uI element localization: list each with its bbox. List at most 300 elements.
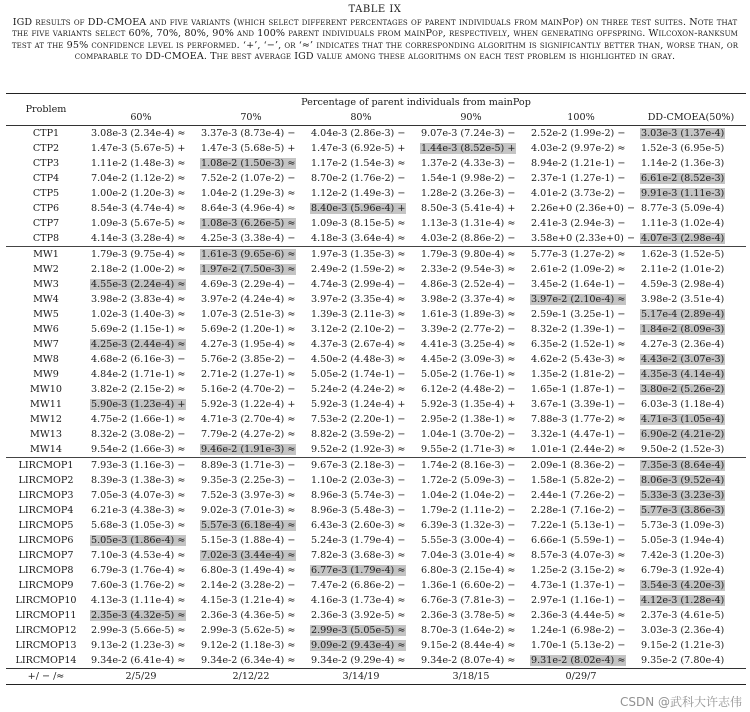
igd-value: 2.37e-1 (1.27e-1) − — [531, 173, 626, 184]
table-row — [6, 548, 746, 563]
table-row — [6, 262, 746, 277]
igd-value: 6.79e-3 (1.92e-4) — [641, 565, 725, 576]
result-cell — [196, 503, 306, 518]
igd-value: 2.59e-1 (3.25e-1) − — [531, 309, 626, 320]
igd-value: 8.70e-2 (1.76e-2) − — [311, 173, 406, 184]
table-row — [6, 473, 746, 488]
result-cell — [86, 518, 196, 533]
best-value: 7.35e-3 (8.64e-4) — [641, 460, 725, 471]
result-cell — [86, 126, 196, 142]
igd-value: 1.09e-3 (5.67e-5) ≈ — [91, 218, 186, 229]
igd-value: 1.28e-2 (3.26e-3) − — [421, 188, 516, 199]
igd-value: 3.82e-2 (2.15e-2) ≈ — [91, 384, 186, 395]
result-cell — [526, 473, 636, 488]
result-cell — [526, 563, 636, 578]
igd-value: 5.24e-2 (4.24e-2) ≈ — [311, 384, 406, 395]
best-value: 2.99e-3 (5.05e-5) ≈ — [311, 625, 406, 636]
result-cell — [196, 458, 306, 474]
best-value: 4.55e-3 (2.24e-4) ≈ — [91, 279, 186, 290]
result-cell — [306, 458, 416, 474]
igd-value: 4.25e-3 (3.38e-4) − — [201, 233, 296, 244]
column-header: 60% — [130, 112, 152, 123]
igd-value: 8.89e-3 (1.71e-3) − — [201, 460, 296, 471]
igd-value: 2.44e-1 (7.26e-2) − — [531, 490, 626, 501]
best-value: 6.61e-2 (8.52e-3) — [641, 173, 725, 184]
result-cell — [196, 156, 306, 171]
result-cell — [416, 201, 526, 216]
igd-value: 5.69e-2 (1.20e-1) ≈ — [201, 324, 296, 335]
result-cell — [636, 141, 746, 156]
igd-value: 4.15e-3 (1.21e-4) ≈ — [201, 595, 296, 606]
result-cell — [416, 156, 526, 171]
igd-value: 5.55e-3 (3.00e-4) − — [421, 535, 516, 546]
result-cell — [526, 352, 636, 367]
result-cell — [416, 186, 526, 201]
table-row — [6, 397, 746, 412]
table-row — [6, 533, 746, 548]
result-cell — [416, 352, 526, 367]
result-cell — [306, 412, 416, 427]
result-cell — [636, 533, 746, 548]
result-cell — [636, 458, 746, 474]
result-cell — [86, 352, 196, 367]
igd-value: 4.14e-3 (3.28e-4) ≈ — [91, 233, 186, 244]
table-row — [6, 337, 746, 352]
igd-value: 1.04e-1 (3.70e-2) − — [421, 429, 516, 440]
result-cell — [416, 292, 526, 307]
table-row — [6, 247, 746, 263]
igd-value: 9.34e-2 (6.41e-4) ≈ — [91, 655, 186, 666]
result-cell — [86, 156, 196, 171]
result-cell — [416, 427, 526, 442]
best-value: 4.35e-3 (4.14e-4) — [641, 369, 725, 380]
igd-value: 9.34e-2 (6.34e-4) ≈ — [201, 655, 296, 666]
igd-value: 1.17e-2 (1.54e-3) ≈ — [311, 158, 406, 169]
igd-value: 1.02e-3 (1.40e-3) ≈ — [91, 309, 186, 320]
result-cell — [526, 141, 636, 156]
igd-value: 4.03e-2 (8.86e-2) − — [421, 233, 516, 244]
igd-value: 3.98e-2 (3.83e-4) ≈ — [91, 294, 186, 305]
result-cell — [636, 277, 746, 292]
summary-row — [6, 669, 746, 685]
summary-count — [636, 669, 746, 685]
igd-value: 9.02e-3 (7.01e-3) ≈ — [201, 505, 296, 516]
result-cell — [306, 337, 416, 352]
result-cell — [196, 488, 306, 503]
igd-value: 9.67e-3 (2.18e-3) − — [311, 460, 406, 471]
result-cell — [196, 623, 306, 638]
result-cell — [306, 186, 416, 201]
result-cell — [306, 427, 416, 442]
igd-value: 7.47e-2 (6.86e-2) − — [311, 580, 406, 591]
result-cell — [636, 382, 746, 397]
table-row — [6, 231, 746, 247]
result-cell — [636, 337, 746, 352]
problem-name: LIRCMOP12 — [15, 625, 77, 636]
igd-value: 4.73e-1 (1.37e-1) − — [531, 580, 626, 591]
problem-name: MW11 — [30, 399, 62, 410]
result-cell — [196, 593, 306, 608]
result-cell — [196, 442, 306, 458]
result-cell — [636, 488, 746, 503]
problem-name: CTP6 — [32, 203, 60, 214]
result-cell — [306, 442, 416, 458]
igd-value: 4.86e-3 (2.52e-4) − — [421, 279, 516, 290]
result-cell — [636, 442, 746, 458]
result-cell — [86, 593, 196, 608]
problem-name: MW6 — [33, 324, 59, 335]
igd-value: 8.54e-3 (4.74e-4) ≈ — [91, 203, 186, 214]
result-cell — [196, 277, 306, 292]
igd-value: 1.01e-1 (2.44e-2) ≈ — [531, 444, 626, 455]
table-row — [6, 488, 746, 503]
problem-name: MW10 — [30, 384, 62, 395]
igd-value: 7.60e-3 (1.76e-2) ≈ — [91, 580, 186, 591]
result-cell — [306, 141, 416, 156]
best-value: 1.97e-2 (7.50e-3) ≈ — [201, 264, 296, 275]
result-cell — [86, 277, 196, 292]
result-cell — [636, 171, 746, 186]
table-row — [6, 563, 746, 578]
result-cell — [86, 337, 196, 352]
result-cell — [86, 548, 196, 563]
best-value: 4.43e-2 (3.07e-3) — [641, 354, 725, 365]
result-cell — [86, 427, 196, 442]
result-cell — [526, 171, 636, 186]
result-cell — [416, 442, 526, 458]
result-cell — [416, 518, 526, 533]
igd-value: 1.47e-3 (6.92e-5) + — [311, 143, 406, 154]
best-value: 4.07e-3 (2.98e-4) — [641, 233, 725, 244]
result-cell — [636, 322, 746, 337]
igd-value: 3.03e-3 (2.36e-4) — [641, 625, 725, 636]
result-cell — [416, 533, 526, 548]
table-row — [6, 653, 746, 669]
igd-value: 1.65e-1 (1.87e-1) − — [531, 384, 626, 395]
result-cell — [196, 638, 306, 653]
result-cell — [196, 518, 306, 533]
result-cell — [196, 126, 306, 142]
result-cell — [636, 473, 746, 488]
result-cell — [196, 533, 306, 548]
summary-count: 0/29/7 — [526, 669, 636, 685]
igd-value: 2.18e-2 (1.00e-2) ≈ — [91, 264, 186, 275]
result-cell — [196, 427, 306, 442]
table-row — [6, 412, 746, 427]
igd-value: 6.80e-3 (1.49e-4) ≈ — [201, 565, 296, 576]
table-row — [6, 367, 746, 382]
igd-value: 4.04e-3 (2.86e-3) − — [311, 128, 406, 139]
best-value: 5.33e-3 (3.23e-3) — [641, 490, 725, 501]
igd-value: 2.52e-2 (1.99e-2) − — [531, 128, 626, 139]
igd-value: 9.54e-2 (1.66e-3) ≈ — [91, 444, 186, 455]
result-cell — [526, 186, 636, 201]
best-value: 5.17e-4 (2.89e-4) — [641, 309, 725, 320]
result-cell — [196, 412, 306, 427]
igd-value: 1.61e-3 (1.89e-3) ≈ — [421, 309, 516, 320]
result-cell — [196, 307, 306, 322]
result-cell — [636, 548, 746, 563]
igd-value: 9.12e-2 (1.18e-3) ≈ — [201, 640, 296, 651]
igd-value: 5.05e-2 (1.74e-1) − — [311, 369, 406, 380]
result-cell — [86, 653, 196, 669]
problem-name: MW12 — [30, 414, 62, 425]
problem-name: CTP8 — [32, 233, 60, 244]
igd-value: 4.03e-2 (9.97e-2) ≈ — [531, 143, 626, 154]
result-cell — [416, 382, 526, 397]
best-value: 5.90e-3 (1.23e-4) + — [91, 399, 186, 410]
result-cell — [196, 231, 306, 247]
igd-value: 3.39e-2 (2.77e-2) − — [421, 324, 516, 335]
result-cell — [526, 608, 636, 623]
igd-value: 7.04e-3 (3.01e-4) ≈ — [421, 550, 516, 561]
result-cell — [416, 397, 526, 412]
result-cell — [526, 337, 636, 352]
result-cell — [86, 216, 196, 231]
result-cell — [636, 231, 746, 247]
best-value: 8.06e-3 (9.52e-4) — [641, 475, 725, 486]
igd-value: 2.09e-1 (8.36e-2) − — [531, 460, 626, 471]
igd-value: 1.58e-1 (5.82e-2) − — [531, 475, 626, 486]
result-cell — [416, 307, 526, 322]
igd-value: 3.98e-2 (3.51e-4) — [641, 294, 725, 305]
table-row — [6, 382, 746, 397]
group-header: Percentage of parent individuals from mainPop — [301, 96, 531, 108]
result-cell — [86, 201, 196, 216]
problem-name: LIRCMOP13 — [15, 640, 77, 651]
result-cell — [416, 262, 526, 277]
problem-name: LIRCMOP7 — [18, 550, 74, 561]
table-row — [6, 216, 746, 231]
result-cell — [526, 292, 636, 307]
igd-value: 9.13e-2 (1.23e-3) ≈ — [91, 640, 186, 651]
igd-value: 1.70e-1 (5.13e-2) − — [531, 640, 626, 651]
problem-name: CTP7 — [32, 218, 60, 229]
result-cell — [306, 653, 416, 669]
table-caption — [8, 4, 742, 63]
igd-value: 3.12e-2 (2.10e-2) − — [311, 324, 406, 335]
result-cell — [86, 262, 196, 277]
igd-value: 1.25e-2 (3.15e-2) ≈ — [531, 565, 626, 576]
result-cell — [196, 367, 306, 382]
problem-name: LIRCMOP4 — [18, 505, 74, 516]
result-cell — [86, 141, 196, 156]
igd-value: 3.32e-1 (4.47e-1) − — [531, 429, 626, 440]
problem-name: MW14 — [30, 444, 62, 455]
best-value: 6.90e-2 (4.21e-2) — [641, 429, 725, 440]
igd-value: 4.16e-3 (1.73e-4) ≈ — [311, 595, 406, 606]
igd-value: 6.39e-3 (1.32e-3) − — [421, 520, 516, 531]
problem-name: CTP1 — [32, 128, 60, 139]
igd-value: 4.50e-2 (4.48e-3) ≈ — [311, 354, 406, 365]
igd-value: 8.50e-3 (5.41e-4) + — [421, 203, 516, 214]
result-cell — [416, 247, 526, 263]
table-row — [6, 352, 746, 367]
table-row — [6, 518, 746, 533]
result-cell — [636, 126, 746, 142]
result-cell — [86, 503, 196, 518]
result-cell — [636, 352, 746, 367]
igd-value: 1.97e-3 (1.35e-3) ≈ — [311, 249, 406, 260]
igd-value: 6.35e-2 (1.52e-1) ≈ — [531, 339, 626, 350]
result-cell — [416, 503, 526, 518]
result-cell — [636, 262, 746, 277]
caption-text: IGD results of DD-CMOEA and five variants (which select different percentages of parent individuals from mainPop) on three test suites. Note that the five variants select 60%, 70%, 80%, 90% and 100% parent individuals from mainPop, respectively, when generating offspring. Wilcoxon-ranksum test at the 95% confidence level is performed. ‘+’, ‘−’, or ‘≈’ indicates that the corresponding algorithm is significantly better than, worse than, or comparable to DD-CMOEA. The best average IGD value among these algorithms on each test problem is highlighted in gray. — [11, 16, 739, 62]
result-cell — [306, 262, 416, 277]
igd-value: 7.82e-3 (3.68e-3) ≈ — [311, 550, 406, 561]
igd-value: 5.68e-3 (1.05e-3) ≈ — [91, 520, 186, 531]
igd-value: 7.22e-1 (5.13e-1) − — [531, 520, 626, 531]
result-cell — [636, 563, 746, 578]
result-cell — [306, 593, 416, 608]
igd-value: 6.80e-3 (2.15e-4) ≈ — [421, 565, 516, 576]
igd-value: 1.62e-3 (1.52e-5) — [641, 249, 725, 260]
igd-value: 4.27e-3 (2.36e-4) — [641, 339, 725, 350]
igd-value: 1.79e-3 (9.80e-4) ≈ — [421, 249, 516, 260]
igd-value: 2.33e-2 (9.54e-3) ≈ — [421, 264, 516, 275]
best-value: 1.08e-3 (6.26e-5) ≈ — [201, 218, 296, 229]
result-cell — [306, 231, 416, 247]
best-value: 7.02e-3 (3.44e-4) ≈ — [201, 550, 296, 561]
result-cell — [416, 473, 526, 488]
result-cell — [636, 608, 746, 623]
igd-value: 2.61e-2 (1.09e-2) ≈ — [531, 264, 626, 275]
igd-value: 1.35e-2 (1.81e-2) − — [531, 369, 626, 380]
igd-value: 3.58e+0 (2.33e+0) − — [531, 233, 635, 244]
best-value: 5.57e-3 (6.18e-4) ≈ — [201, 520, 296, 531]
igd-value: 1.72e-2 (5.09e-3) − — [421, 475, 516, 486]
best-value: 5.77e-3 (3.86e-3) — [641, 505, 725, 516]
igd-value: 1.11e-2 (1.48e-3) ≈ — [91, 158, 186, 169]
igd-value: 3.98e-2 (3.37e-4) ≈ — [421, 294, 516, 305]
result-cell — [526, 638, 636, 653]
igd-value: 3.97e-2 (4.24e-4) ≈ — [201, 294, 296, 305]
result-cell — [636, 638, 746, 653]
igd-value: 2.28e-1 (7.16e-2) − — [531, 505, 626, 516]
result-cell — [306, 216, 416, 231]
result-cell — [526, 488, 636, 503]
best-value: 1.08e-2 (1.50e-3) ≈ — [201, 158, 296, 169]
igd-value: 8.96e-3 (5.48e-3) − — [311, 505, 406, 516]
result-cell — [306, 473, 416, 488]
result-cell — [416, 322, 526, 337]
result-cell — [306, 367, 416, 382]
result-cell — [86, 397, 196, 412]
result-cell — [196, 171, 306, 186]
best-value: 9.46e-2 (1.91e-3) ≈ — [201, 444, 296, 455]
igd-value: 2.95e-2 (1.38e-1) ≈ — [421, 414, 516, 425]
best-value: 9.91e-3 (1.11e-3) — [641, 188, 725, 199]
igd-value: 1.04e-2 (1.04e-2) − — [421, 490, 516, 501]
result-cell — [526, 307, 636, 322]
result-cell — [416, 367, 526, 382]
result-cell — [86, 638, 196, 653]
igd-value: 5.76e-2 (3.85e-2) − — [201, 354, 296, 365]
igd-value: 9.07e-3 (7.24e-3) − — [421, 128, 516, 139]
result-cell — [526, 533, 636, 548]
igd-value: 2.36e-3 (3.92e-5) ≈ — [311, 610, 406, 621]
igd-value: 1.79e-3 (9.75e-4) ≈ — [91, 249, 186, 260]
igd-value: 3.37e-3 (8.73e-4) − — [201, 128, 296, 139]
result-cell — [86, 533, 196, 548]
result-cell — [306, 548, 416, 563]
result-cell — [86, 367, 196, 382]
result-cell — [526, 231, 636, 247]
result-cell — [86, 563, 196, 578]
summary-count: 3/14/19 — [306, 669, 416, 685]
best-value: 3.80e-2 (5.26e-2) — [641, 384, 725, 395]
table-row — [6, 186, 746, 201]
result-cell — [306, 247, 416, 263]
result-cell — [196, 548, 306, 563]
igd-value: 2.36e-3 (3.78e-5) ≈ — [421, 610, 516, 621]
igd-value: 1.79e-2 (1.11e-2) − — [421, 505, 516, 516]
result-cell — [196, 141, 306, 156]
table-row — [6, 458, 746, 474]
igd-value: 1.13e-3 (1.31e-4) ≈ — [421, 218, 516, 229]
table-row — [6, 593, 746, 608]
problem-name: MW4 — [33, 294, 59, 305]
result-cell — [526, 201, 636, 216]
igd-value: 3.97e-2 (3.35e-4) ≈ — [311, 294, 406, 305]
igd-value: 7.10e-3 (4.53e-4) ≈ — [91, 550, 186, 561]
problem-name: MW5 — [33, 309, 59, 320]
igd-value: 8.70e-3 (1.64e-2) ≈ — [421, 625, 516, 636]
igd-value: 2.37e-3 (4.61e-5) — [641, 610, 725, 621]
result-cell — [196, 382, 306, 397]
problem-name: MW1 — [33, 249, 59, 260]
best-value: 8.40e-3 (5.96e-4) + — [311, 203, 406, 214]
result-cell — [636, 623, 746, 638]
igd-value: 7.52e-2 (1.07e-2) − — [201, 173, 296, 184]
igd-value: 5.05e-3 (1.94e-4) — [641, 535, 725, 546]
igd-value: 4.68e-2 (6.16e-3) − — [91, 354, 186, 365]
igd-value: 8.39e-3 (1.38e-3) ≈ — [91, 475, 186, 486]
result-cell — [86, 171, 196, 186]
problem-name: MW2 — [33, 264, 59, 275]
result-cell — [306, 126, 416, 142]
result-cell — [526, 156, 636, 171]
result-cell — [306, 201, 416, 216]
igd-value: 7.53e-2 (2.20e-1) − — [311, 414, 406, 425]
result-cell — [416, 608, 526, 623]
result-cell — [306, 156, 416, 171]
problem-name: CTP2 — [32, 143, 60, 154]
result-cell — [86, 578, 196, 593]
igd-value: 8.32e-2 (3.08e-2) − — [91, 429, 186, 440]
igd-value: 4.75e-2 (1.66e-1) ≈ — [91, 414, 186, 425]
problem-name: MW3 — [33, 279, 59, 290]
result-cell — [526, 262, 636, 277]
igd-value: 2.71e-2 (1.27e-1) ≈ — [201, 369, 296, 380]
result-cell — [86, 608, 196, 623]
igd-value: 5.92e-3 (1.24e-4) + — [311, 399, 406, 410]
igd-value: 6.12e-2 (4.48e-2) − — [421, 384, 516, 395]
result-cell — [416, 337, 526, 352]
result-cell — [636, 307, 746, 322]
result-cell — [86, 473, 196, 488]
best-value: 4.71e-3 (1.05e-4) — [641, 414, 725, 425]
igd-value: 9.35e-3 (2.25e-3) − — [201, 475, 296, 486]
igd-value: 1.36e-1 (6.60e-2) − — [421, 580, 516, 591]
result-cell — [86, 412, 196, 427]
igd-value: 5.92e-3 (1.35e-4) + — [421, 399, 516, 410]
result-cell — [636, 653, 746, 669]
igd-value: 8.96e-3 (5.74e-3) − — [311, 490, 406, 501]
igd-value: 5.15e-3 (1.88e-4) − — [201, 535, 296, 546]
column-header: 90% — [460, 112, 482, 123]
result-cell — [636, 503, 746, 518]
